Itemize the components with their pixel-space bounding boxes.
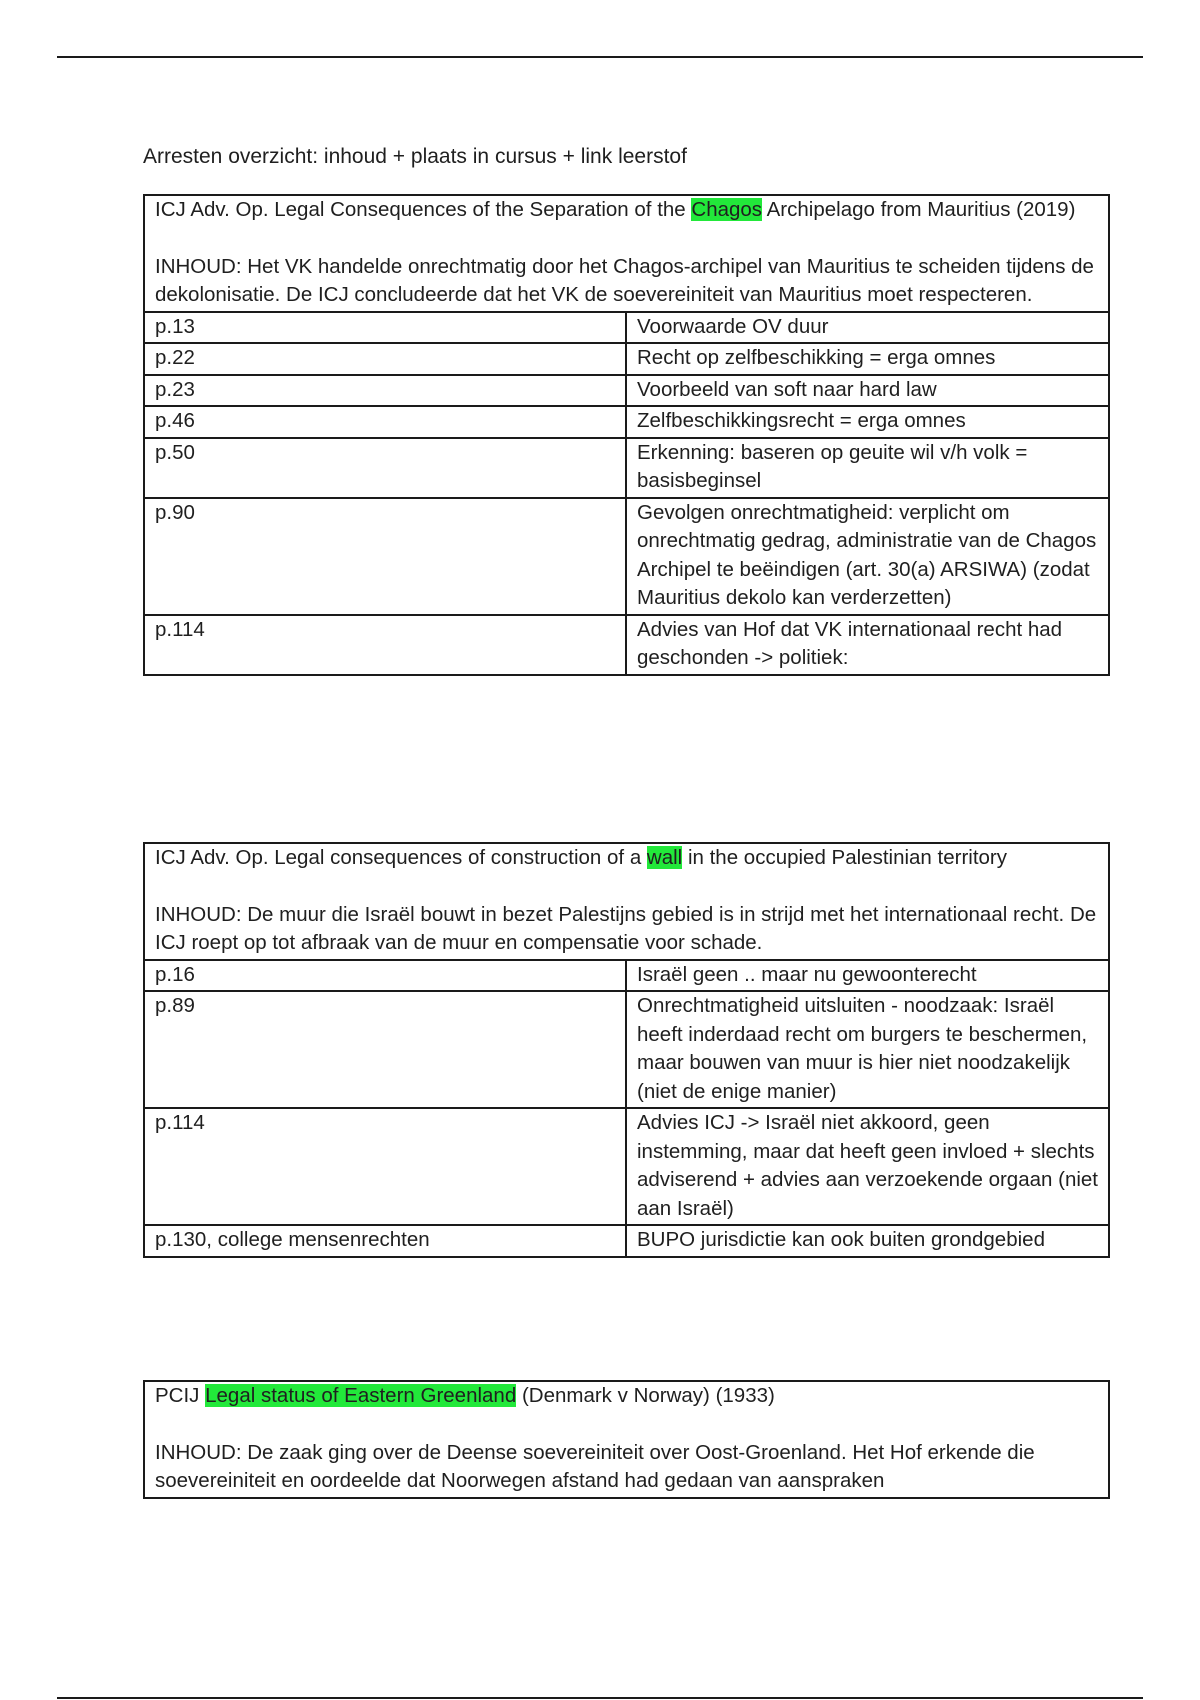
page-heading: Arresten overzicht: inhoud + plaats in cursus + link leerstof <box>143 145 687 168</box>
case-header <box>144 195 1109 312</box>
case-table-greenland <box>143 1380 1110 1499</box>
page-ref: p.22 <box>144 343 626 375</box>
case-table-wall <box>143 842 1110 1258</box>
title-highlight: wall <box>646 846 683 869</box>
case-summary: INHOUD: De zaak ging over de Deense soevereiniteit over Oost-Groenland. Het Hof erkende die soevereiniteit en oordeelde dat Noorwegen afstand had gedaan van aanspraken <box>155 1440 1035 1492</box>
page-ref: p.114 <box>144 615 626 675</box>
page-note: Voorwaarde OV duur <box>626 312 1109 344</box>
page-ref: p.46 <box>144 406 626 438</box>
case-title: ICJ Adv. Op. Legal Consequences of the Separation of the Chagos Archipelago from Mauritius (2019) <box>155 198 1076 221</box>
page-ref: p.23 <box>144 375 626 407</box>
case-summary: INHOUD: Het VK handelde onrechtmatig door het Chagos-archipel van Mauritius te scheiden tijdens de dekolonisatie. De ICJ concludeerde dat het VK de soevereiniteit van Mauritius moet respecteren. <box>155 254 1094 306</box>
table-row <box>144 1225 1109 1257</box>
page-note: Erkenning: baseren op geuite wil v/h volk = basisbeginsel <box>626 438 1109 498</box>
page-ref: p.90 <box>144 498 626 615</box>
table-row <box>144 375 1109 407</box>
page-note: Recht op zelfbeschikking = erga omnes <box>626 343 1109 375</box>
page-note: Advies van Hof dat VK internationaal recht had geschonden -> politiek: <box>626 615 1109 675</box>
page-note: Israël geen .. maar nu gewoonterecht <box>626 960 1109 992</box>
table-row <box>144 960 1109 992</box>
page-note: Zelfbeschikkingsrecht = erga omnes <box>626 406 1109 438</box>
table-row <box>144 1108 1109 1225</box>
header-rule <box>57 56 1143 58</box>
case-table-chagos <box>143 194 1110 676</box>
page-ref: p.130, college mensenrechten <box>144 1225 626 1257</box>
title-highlight: Legal status of Eastern Greenland <box>205 1384 517 1407</box>
case-title: ICJ Adv. Op. Legal consequences of construction of a wall in the occupied Palestinian territory <box>155 846 1008 869</box>
page-ref: p.50 <box>144 438 626 498</box>
table-row <box>144 498 1109 615</box>
page-note: Voorbeeld van soft naar hard law <box>626 375 1109 407</box>
page-ref: p.89 <box>144 991 626 1108</box>
table-row <box>144 615 1109 675</box>
table-row <box>144 406 1109 438</box>
page-note: Onrechtmatigheid uitsluiten - noodzaak: Israël heeft inderdaad recht om burgers te beschermen, maar bouwen van muur is hier niet noodzakelijk (niet de enige manier) <box>626 991 1109 1108</box>
title-highlight: Chagos <box>691 198 763 221</box>
table-row <box>144 312 1109 344</box>
case-header <box>144 843 1109 960</box>
page-ref: p.13 <box>144 312 626 344</box>
footer-rule <box>57 1697 1143 1699</box>
page-ref: p.16 <box>144 960 626 992</box>
page-note: BUPO jurisdictie kan ook buiten grondgebied <box>626 1225 1109 1257</box>
table-row <box>144 991 1109 1108</box>
page-ref: p.114 <box>144 1108 626 1225</box>
case-title: PCIJ Legal status of Eastern Greenland (Denmark v Norway) (1933) <box>155 1384 775 1407</box>
page-note: Gevolgen onrechtmatigheid: verplicht om onrechtmatig gedrag, administratie van de Chagos Archipel te beëindigen (art. 30(a) ARSIWA) (zodat Mauritius dekolo kan verderzetten) <box>626 498 1109 615</box>
table-row <box>144 438 1109 498</box>
page-note: Advies ICJ -> Israël niet akkoord, geen instemming, maar dat heeft geen invloed + slechts adviserend + advies aan verzoekende orgaan (niet aan Israël) <box>626 1108 1109 1225</box>
table-row <box>144 343 1109 375</box>
case-summary: INHOUD: De muur die Israël bouwt in bezet Palestijns gebied is in strijd met het internationaal recht. De ICJ roept op tot afbraak van de muur en compensatie voor schade. <box>155 902 1097 954</box>
case-header <box>144 1381 1109 1498</box>
